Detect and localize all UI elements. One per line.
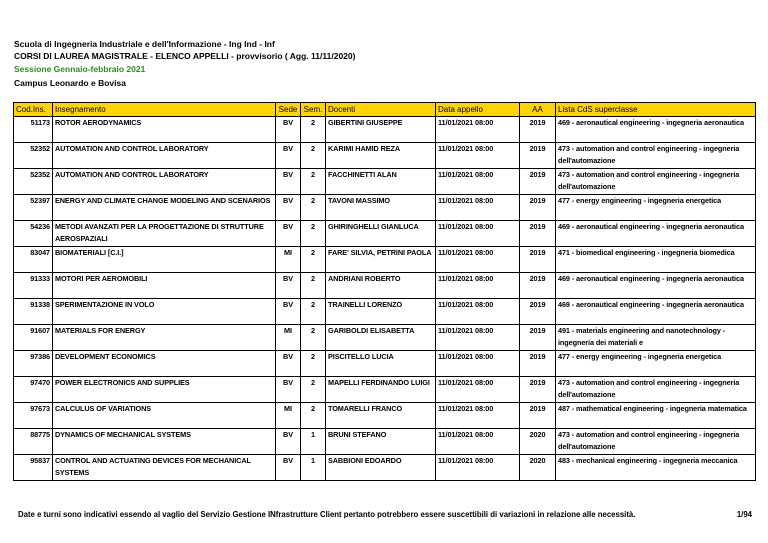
course-code-cell: 51173 bbox=[14, 117, 53, 143]
degree-list-cell: 469 - aeronautical engineering - ingegneria aeronautica bbox=[556, 273, 756, 299]
semester-cell: 2 bbox=[301, 403, 326, 429]
site-cell: BV bbox=[276, 377, 301, 403]
semester-cell: 2 bbox=[301, 247, 326, 273]
site-cell: BV bbox=[276, 351, 301, 377]
table-row bbox=[14, 403, 756, 429]
academic-year-cell: 2019 bbox=[520, 195, 556, 221]
semester-cell: 2 bbox=[301, 325, 326, 351]
page-number: 1/94 bbox=[736, 510, 752, 519]
course-name-cell: SPERIMENTAZIONE IN VOLO bbox=[53, 299, 276, 325]
course-code-cell: 52352 bbox=[14, 143, 53, 169]
exam-date-cell: 11/01/2021 08:00 bbox=[436, 169, 520, 195]
table-row bbox=[14, 377, 756, 403]
semester-cell: 2 bbox=[301, 221, 326, 247]
site-cell: MI bbox=[276, 403, 301, 429]
degree-list-cell: 491 - materials engineering and nanotechnology - ingegneria dei materiali e bbox=[556, 325, 756, 351]
degree-list-cell: 477 - energy engineering - ingegneria energetica bbox=[556, 195, 756, 221]
course-name-cell: MOTORI PER AEROMOBILI bbox=[53, 273, 276, 299]
table-header-row bbox=[14, 103, 756, 117]
teachers-cell: BRUNI STEFANO bbox=[326, 429, 436, 455]
col-header-degree-list: Lista CdS superclasse bbox=[556, 103, 756, 117]
academic-year-cell: 2019 bbox=[520, 403, 556, 429]
site-cell: BV bbox=[276, 117, 301, 143]
exam-date-cell: 11/01/2021 08:00 bbox=[436, 143, 520, 169]
table-row bbox=[14, 429, 756, 455]
exam-date-cell: 11/01/2021 08:00 bbox=[436, 403, 520, 429]
site-cell: BV bbox=[276, 195, 301, 221]
table-row bbox=[14, 351, 756, 377]
teachers-cell: GARIBOLDI ELISABETTA bbox=[326, 325, 436, 351]
table-row bbox=[14, 455, 756, 481]
teachers-cell: FARE' SILVIA, PETRINI PAOLA bbox=[326, 247, 436, 273]
table-row bbox=[14, 325, 756, 351]
degree-list-cell: 473 - automation and control engineering - ingegneria dell'automazione bbox=[556, 429, 756, 455]
course-code-cell: 97673 bbox=[14, 403, 53, 429]
site-cell: BV bbox=[276, 429, 301, 455]
course-name-cell: AUTOMATION AND CONTROL LABORATORY bbox=[53, 143, 276, 169]
site-cell: BV bbox=[276, 273, 301, 299]
course-code-cell: 88775 bbox=[14, 429, 53, 455]
semester-cell: 2 bbox=[301, 169, 326, 195]
course-code-cell: 54236 bbox=[14, 221, 53, 247]
table-row bbox=[14, 195, 756, 221]
table-row bbox=[14, 117, 756, 143]
course-name-cell: METODI AVANZATI PER LA PROGETTAZIONE DI STRUTTURE AEROSPAZIALI bbox=[53, 221, 276, 247]
academic-year-cell: 2019 bbox=[520, 117, 556, 143]
academic-year-cell: 2019 bbox=[520, 169, 556, 195]
semester-cell: 2 bbox=[301, 377, 326, 403]
exam-date-cell: 11/01/2021 08:00 bbox=[436, 247, 520, 273]
teachers-cell: GIBERTINI GIUSEPPE bbox=[326, 117, 436, 143]
degree-list-cell: 477 - energy engineering - ingegneria energetica bbox=[556, 351, 756, 377]
course-name-cell: AUTOMATION AND CONTROL LABORATORY bbox=[53, 169, 276, 195]
table-row bbox=[14, 221, 756, 247]
exam-date-cell: 11/01/2021 08:00 bbox=[436, 351, 520, 377]
course-name-cell: CALCULUS OF VARIATIONS bbox=[53, 403, 276, 429]
teachers-cell: KARIMI HAMID REZA bbox=[326, 143, 436, 169]
course-name-cell: ENERGY AND CLIMATE CHANGE MODELING AND SCENARIOS bbox=[53, 195, 276, 221]
degree-list-cell: 487 - mathematical engineering - ingegneria matematica bbox=[556, 403, 756, 429]
table-row bbox=[14, 247, 756, 273]
document-title: CORSI DI LAUREA MAGISTRALE - ELENCO APPELLI - provvisorio ( Agg. 11/11/2020) bbox=[14, 51, 356, 61]
semester-cell: 2 bbox=[301, 273, 326, 299]
exam-date-cell: 11/01/2021 08:00 bbox=[436, 299, 520, 325]
school-name: Scuola di Ingegneria Industriale e dell'Informazione - Ing Ind - Inf bbox=[14, 39, 275, 49]
academic-year-cell: 2020 bbox=[520, 429, 556, 455]
teachers-cell: ANDRIANI ROBERTO bbox=[326, 273, 436, 299]
course-code-cell: 52397 bbox=[14, 195, 53, 221]
teachers-cell: PISCITELLO LUCIA bbox=[326, 351, 436, 377]
exam-date-cell: 11/01/2021 08:00 bbox=[436, 455, 520, 481]
exam-date-cell: 11/01/2021 08:00 bbox=[436, 117, 520, 143]
teachers-cell: GHIRINGHELLI GIANLUCA bbox=[326, 221, 436, 247]
degree-list-cell: 473 - automation and control engineering - ingegneria dell'automazione bbox=[556, 377, 756, 403]
table-row bbox=[14, 299, 756, 325]
table-row bbox=[14, 169, 756, 195]
academic-year-cell: 2019 bbox=[520, 351, 556, 377]
course-name-cell: DYNAMICS OF MECHANICAL SYSTEMS bbox=[53, 429, 276, 455]
teachers-cell: TOMARELLI FRANCO bbox=[326, 403, 436, 429]
degree-list-cell: 471 - biomedical engineering - ingegneria biomedica bbox=[556, 247, 756, 273]
site-cell: BV bbox=[276, 169, 301, 195]
course-code-cell: 91333 bbox=[14, 273, 53, 299]
site-cell: MI bbox=[276, 247, 301, 273]
site-cell: BV bbox=[276, 299, 301, 325]
col-header-code: Cod.Ins. bbox=[14, 103, 53, 117]
teachers-cell: MAPELLI FERDINANDO LUIGI bbox=[326, 377, 436, 403]
exam-date-cell: 11/01/2021 08:00 bbox=[436, 273, 520, 299]
degree-list-cell: 469 - aeronautical engineering - ingegneria aeronautica bbox=[556, 221, 756, 247]
academic-year-cell: 2020 bbox=[520, 455, 556, 481]
footer-note: Date e turni sono indicativi essendo al vaglio del Servizio Gestione INfrastrutture Client pertanto potrebbero essere suscettibili di variazioni in relazione alle necessità. bbox=[18, 510, 636, 519]
col-header-academic-year: AA bbox=[520, 103, 556, 117]
semester-cell: 2 bbox=[301, 299, 326, 325]
academic-year-cell: 2019 bbox=[520, 247, 556, 273]
course-code-cell: 97386 bbox=[14, 351, 53, 377]
table-row bbox=[14, 273, 756, 299]
course-name-cell: POWER ELECTRONICS AND SUPPLIES bbox=[53, 377, 276, 403]
academic-year-cell: 2019 bbox=[520, 299, 556, 325]
session-label: Sessione Gennaio-febbraio 2021 bbox=[14, 64, 146, 74]
exam-date-cell: 11/01/2021 08:00 bbox=[436, 221, 520, 247]
teachers-cell: TRAINELLI LORENZO bbox=[326, 299, 436, 325]
exam-schedule-table bbox=[13, 102, 756, 481]
exam-date-cell: 11/01/2021 08:00 bbox=[436, 195, 520, 221]
course-name-cell: BIOMATERIALI [C.I.] bbox=[53, 247, 276, 273]
course-name-cell: DEVELOPMENT ECONOMICS bbox=[53, 351, 276, 377]
degree-list-cell: 473 - automation and control engineering - ingegneria dell'automazione bbox=[556, 169, 756, 195]
semester-cell: 1 bbox=[301, 429, 326, 455]
academic-year-cell: 2019 bbox=[520, 325, 556, 351]
teachers-cell: SABBIONI EDOARDO bbox=[326, 455, 436, 481]
academic-year-cell: 2019 bbox=[520, 221, 556, 247]
col-header-semester: Sem. bbox=[301, 103, 326, 117]
col-header-exam-date: Data appello bbox=[436, 103, 520, 117]
site-cell: MI bbox=[276, 325, 301, 351]
table-row bbox=[14, 143, 756, 169]
course-code-cell: 95837 bbox=[14, 455, 53, 481]
semester-cell: 2 bbox=[301, 117, 326, 143]
col-header-teachers: Docenti bbox=[326, 103, 436, 117]
degree-list-cell: 469 - aeronautical engineering - ingegneria aeronautica bbox=[556, 299, 756, 325]
col-header-course: Insegnamento bbox=[53, 103, 276, 117]
semester-cell: 1 bbox=[301, 455, 326, 481]
site-cell: BV bbox=[276, 143, 301, 169]
course-code-cell: 52352 bbox=[14, 169, 53, 195]
course-name-cell: MATERIALS FOR ENERGY bbox=[53, 325, 276, 351]
course-name-cell: ROTOR AERODYNAMICS bbox=[53, 117, 276, 143]
course-name-cell: CONTROL AND ACTUATING DEVICES FOR MECHANICAL SYSTEMS bbox=[53, 455, 276, 481]
semester-cell: 2 bbox=[301, 195, 326, 221]
degree-list-cell: 483 - mechanical engineering - ingegneria meccanica bbox=[556, 455, 756, 481]
site-cell: BV bbox=[276, 455, 301, 481]
col-header-site: Sede bbox=[276, 103, 301, 117]
course-code-cell: 91607 bbox=[14, 325, 53, 351]
site-cell: BV bbox=[276, 221, 301, 247]
academic-year-cell: 2019 bbox=[520, 273, 556, 299]
degree-list-cell: 469 - aeronautical engineering - ingegneria aeronautica bbox=[556, 117, 756, 143]
exam-date-cell: 11/01/2021 08:00 bbox=[436, 325, 520, 351]
teachers-cell: TAVONI MASSIMO bbox=[326, 195, 436, 221]
teachers-cell: FACCHINETTI ALAN bbox=[326, 169, 436, 195]
campus-label: Campus Leonardo e Bovisa bbox=[14, 78, 126, 88]
academic-year-cell: 2019 bbox=[520, 377, 556, 403]
exam-date-cell: 11/01/2021 08:00 bbox=[436, 377, 520, 403]
semester-cell: 2 bbox=[301, 351, 326, 377]
academic-year-cell: 2019 bbox=[520, 143, 556, 169]
exam-date-cell: 11/01/2021 08:00 bbox=[436, 429, 520, 455]
semester-cell: 2 bbox=[301, 143, 326, 169]
course-code-cell: 97470 bbox=[14, 377, 53, 403]
course-code-cell: 91338 bbox=[14, 299, 53, 325]
degree-list-cell: 473 - automation and control engineering - ingegneria dell'automazione bbox=[556, 143, 756, 169]
course-code-cell: 83047 bbox=[14, 247, 53, 273]
